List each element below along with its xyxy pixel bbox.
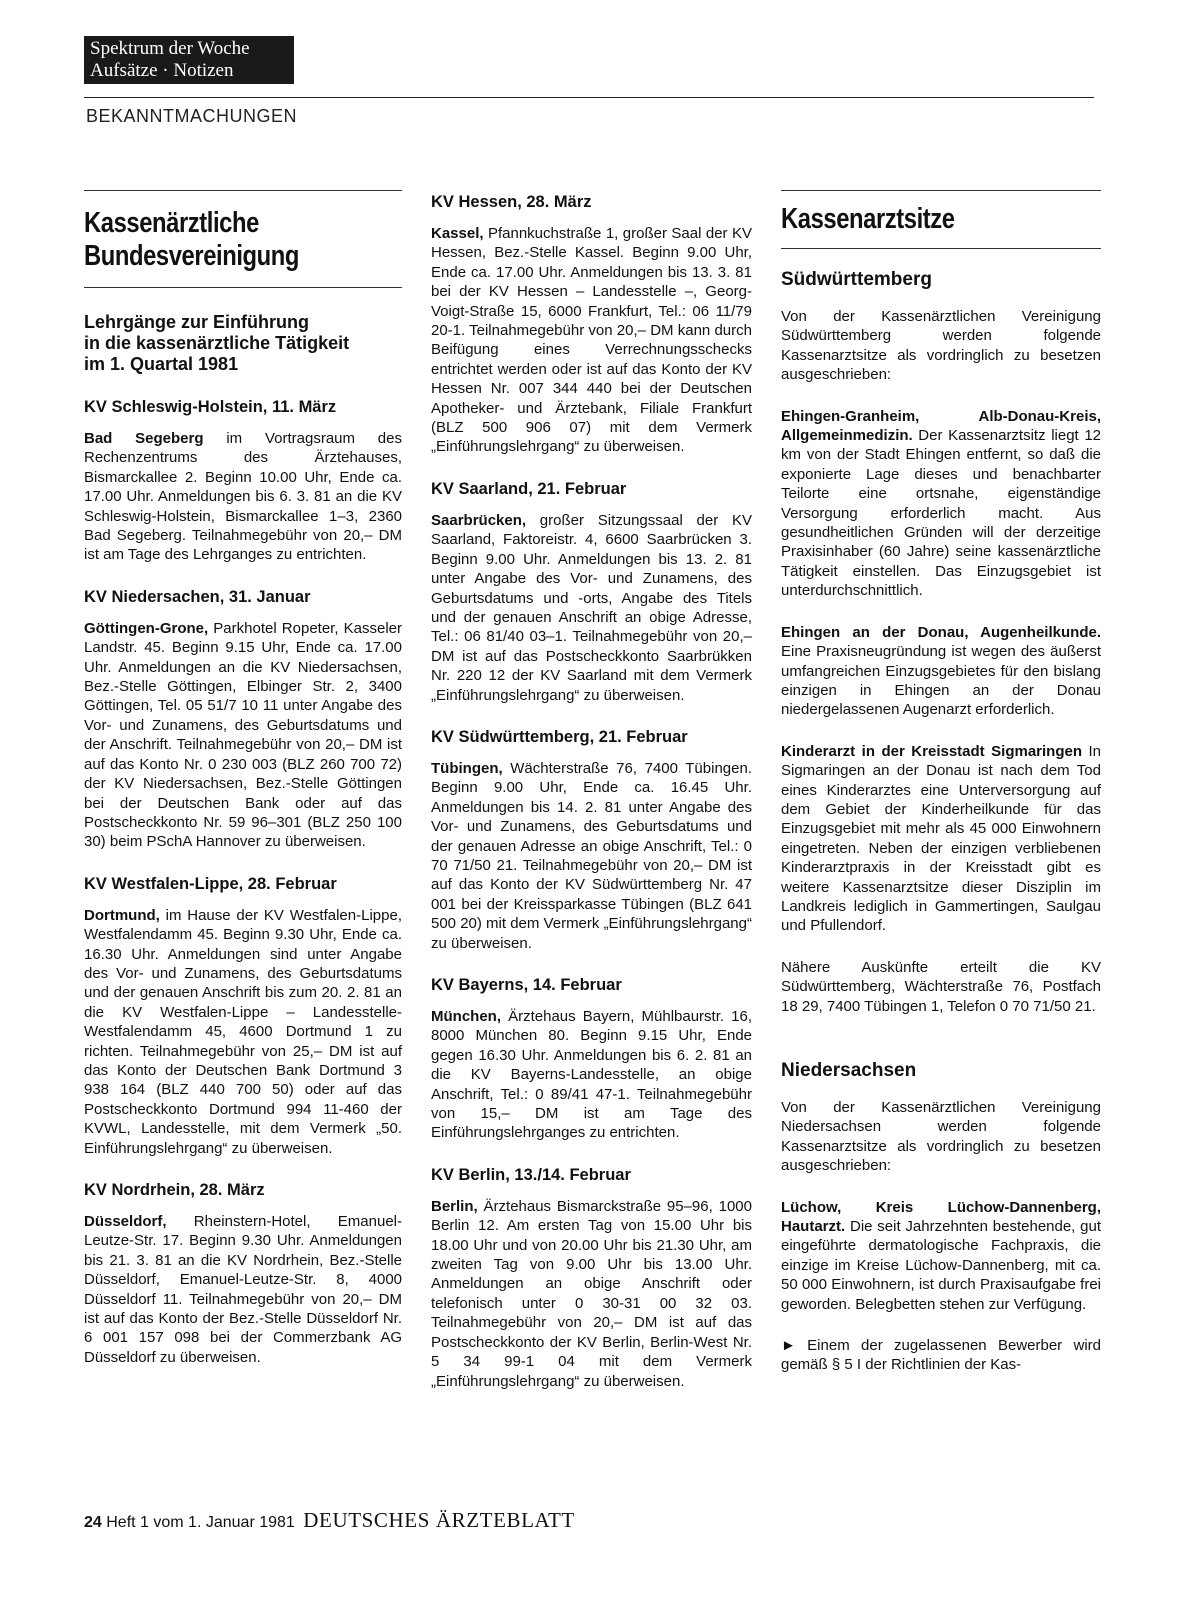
section-saarland: [431, 479, 752, 705]
section-body: Göttingen-Grone, Parkhotel Ropeter, Kasseler Landstr. 45. Beginn 9.15 Uhr, Ende ca. 17.00 Uhr. Anmeldungen an die KV Niedersachsen, Bez.-Stelle Göttingen, Elbinger Str. 2, 3400 Göttingen, Tel. 05 51/7 10 11 unter Angabe des Vor- und Zunamens, des Geburtsdatums und der Anschrift. Teilnahmegebühr von 20,– DM ist auf das Konto Nr. 0 230 003 (BLZ 260 700 72) der KV Niedersachsen, Bez.-Stelle Göttingen bei der Deutschen Bank oder auf das Postscheckkonto Nr. 59 96–301 (BLZ 250 100 30) beim PSchA Hannover zu überweisen.: [84, 619, 402, 851]
rubric-line-1: Spektrum der Woche: [90, 38, 250, 59]
section-westfalen-lippe: [84, 874, 402, 1158]
section-body: Berlin, Ärztehaus Bismarckstraße 95–96, 1000 Berlin 12. Am ersten Tag von 15.00 Uhr bis 18.00 Uhr und von 20.00 Uhr bis 21.30 Uhr, am zweiten Tag von 9.00 Uhr bis 13.00 Uhr. Anmeldungen an obige Anschrift oder telefonisch unter 0 30-31 00 32 03. Teilnahmegebühr von 20,– DM ist auf das Postscheckkonto der KV Berlin, Berlin-West Nr. 5 34 99-1 04 mit dem Vermerk „Einführungslehrgang“ zu überweisen.: [431, 1197, 752, 1390]
section-body: Düsseldorf, Rheinstern-Hotel, Emanuel-Leutze-Str. 17. Beginn 9.30 Uhr. Anmeldungen bis 21. 3. 81 an die KV Nordrhein, Bez.-Stelle Düsseldorf, Emanuel-Leutze-Str. 8, 4000 Düsseldorf 11. Teilnahmegebühr von 20,– DM ist auf das Konto der Bez.-Stelle Düsseldorf Nr. 6 001 157 098 bei der Commerzbank AG Düsseldorf zu überweisen.: [84, 1213, 402, 1366]
section-hessen: [431, 192, 752, 457]
entry-ehingen-donau: Ehingen an der Donau, Augenheilkunde. Eine Praxisneugründung ist wegen des äußerst umfangreichen Einzugsgebietes für den bislang einzigen in Ehingen an der Donau niedergelassenen Augenarzt erforderlich.: [781, 623, 1101, 719]
section-body: Kassel, Pfannkuchstraße 1, großer Saal der KV Hessen, Bez.-Stelle Kassel. Beginn 9.00 Uhr, Ende ca. 17.00 Uhr. Anmeldungen bis 13. 3. 81 bei der KV Hessen – Landesstelle –, Georg-Voigt-Straße 15, 6000 Frankfurt, Tel.: 06 11/79 20-1. Teilnahmegebühr von 20,– DM kann durch Beifügung eines Verrechnungsschecks entrichtet werden oder ist auf das Konto der KV Hessen Nr. 007 344 440 bei der Deutschen Apotheker- und Ärztebank, Filiale Frankfurt (BLZ 500 906 07) mit dem Vermerk „Einführungslehrgang“ zu überweisen.: [431, 225, 752, 456]
section-body: Saarbrücken, großer Sitzungssaal der KV Saarland, Faktoreistr. 4, 6600 Saarbrücken 3. Beginn 9.00 Uhr. Anmeldungen bis 13. 2. 81 unter Angabe des Vor- und Zunamens, des Geburtsdatums und -orts, Angabe des Titels und der genauen Anschrift an obige Adresse, Tel.: 06 81/40 03–1. Teilnahmegebühr von 20,– DM ist auf das Postscheckkonto Saarbrükken Nr. 220 12 der KV Saarland mit dem Vermerk „Einführungslehrgang“ zu überweisen.: [431, 511, 752, 704]
header-rule: [84, 97, 1094, 98]
section-body: Dortmund, im Hause der KV Westfalen-Lippe, Westfalendamm 45. Beginn 9.30 Uhr, Ende ca. 16.30 Uhr. Anmeldungen sind unter Angabe des Vor- und Zunamens, des Geburtsdatums und der genauen Anschrift bis zum 20. 2. 81 an die KV Westfalen-Lippe – Landesstelle-Westfalendamm 45, 4600 Dortmund 1 zu richten. Teilnahmegebühr von 25,– DM ist auf das Konto der Deutschen Bank Dortmund 3 938 164 (BLZ 440 700 50) oder auf das Postscheckkonto Dortmund 994 11-460 der KVWL, Landesstelle, mit dem Vermerk „50. Einführungslehrgang“ zu überweisen.: [84, 906, 402, 1157]
issue-info: Heft 1 vom 1. Januar 1981: [106, 1514, 295, 1531]
section-heading: KV Westfalen-Lippe, 28. Februar: [84, 874, 337, 893]
region-intro: Von der Kassenärztlichen Vereinigung Niedersachsen werden folgende Kassenarztsitze als vordringlich zu besetzen ausgeschrieben:: [781, 1099, 1101, 1175]
section-heading: KV Berlin, 13./14. Februar: [431, 1165, 631, 1184]
section-berlin: [431, 1165, 752, 1391]
section-body: Tübingen, Wächterstraße 76, 7400 Tübingen. Beginn 9.00 Uhr, Ende ca. 16.45 Uhr. Anmeldungen bis 14. 2. 81 unter Angabe des Vor- und Zunamens, des Geburtsdatums und der genauen Adresse an obige Anschrift, Tel.: 0 70 71/50 21. Teilnahmegebühr von 20,– DM ist auf das Konto der KV Südwürttemberg Nr. 47 001 bei der Kreissparkasse Tübingen (BLZ 641 500 20) mit dem Vermerk „Einführungslehrgang“ zu überweisen.: [431, 759, 752, 952]
section-label: BEKANNTMACHUNGEN: [86, 106, 298, 126]
title-line-1: Kassenärztliche: [84, 207, 259, 239]
entry-contact-info: Nähere Auskünfte erteilt die KV Südwürttemberg, Wächterstraße 76, Postfach 18 29, 7400 Tübingen 1, Telefon 0 70 71/50 21.: [781, 958, 1101, 1015]
subtitle-line-3: im 1. Quartal 1981: [84, 354, 239, 374]
section-heading: KV Südwürttemberg, 21. Februar: [431, 727, 688, 746]
section-suedwuerttemberg: [431, 727, 752, 953]
section-heading: KV Schleswig-Holstein, 11. März: [84, 398, 337, 416]
entry-continued: ► Einem der zugelassenen Bewerber wird gemäß § 5 I der Richtlinien der Kas-: [781, 1337, 1101, 1374]
column-3: [781, 190, 1101, 1375]
entry-luechow: Lüchow, Kreis Lüchow-Dannenberg, Hautarzt. Die seit Jahrzehnten bestehende, gut eingeführte dermatologische Fachpraxis, die einzige im Kreise Lüchow-Dannenberg, mit ca. 50 000 Einwohnern, ist durch Praxisaufgabe frei geworden. Belegbetten stehen zur Verfügung.: [781, 1198, 1101, 1313]
page-number: 24: [84, 1514, 102, 1531]
region-niedersachsen: [781, 1060, 1101, 1375]
subtitle-line-2: in die kassenärztliche Tätigkeit: [84, 333, 350, 353]
section-bayern: [431, 975, 752, 1143]
region-suedwuerttemberg: [781, 269, 1101, 1016]
kassenarztsitze-title: Kassenarztsitze: [781, 203, 955, 235]
section-niedersachsen: [84, 587, 402, 852]
region-heading: Südwürttemberg: [781, 269, 932, 290]
section-nordrhein: [84, 1180, 402, 1367]
column-1: [84, 190, 402, 1389]
region-intro: Von der Kassenärztlichen Vereinigung Südwürttemberg werden folgende Kassenarztsitze als vordringlich zu besetzen ausgeschrieben:: [781, 308, 1101, 384]
section-heading: KV Bayerns, 14. Februar: [431, 976, 622, 994]
section-heading: KV Nordrhein, 28. März: [84, 1181, 265, 1199]
masthead: DEUTSCHES ÄRZTEBLATT: [303, 1508, 575, 1532]
column-2: [431, 192, 752, 1413]
section-heading: KV Niedersachen, 31. Januar: [84, 587, 311, 606]
subtitle-line-1: Lehrgänge zur Einführung: [84, 312, 309, 332]
section-heading: KV Saarland, 21. Februar: [431, 479, 627, 498]
rubric-line-2: Aufsätze · Notizen: [90, 60, 234, 81]
title-line-2: Bundesvereinigung: [84, 240, 300, 272]
rubric-box: [84, 36, 294, 84]
section-body: München, Ärztehaus Bayern, Mühlbaurstr. 16, 8000 München 80. Beginn 9.15 Uhr, Ende gegen 16.30 Uhr. Anmeldungen bis 6. 2. 81 an die KV Bayerns-Landesstelle, an obige Anschrift, Tel.: 0 89/41 47-1. Teilnahmegebühr von 15,– DM ist am Tage des Einführungslehrganges zu entrichten.: [431, 1008, 752, 1142]
region-heading: Niedersachsen: [781, 1060, 917, 1081]
page-footer: [84, 1508, 575, 1533]
section-schleswig-holstein: [84, 397, 402, 565]
entry-sigmaringen: Kinderarzt in der Kreisstadt Sigmaringen In Sigmaringen an der Donau ist nach dem Tod eines Kinderarztes eine Unterversorgung auf dem Gebiet der Kinderheilkunde für das Einzugsgebiet mit mehr als 45 000 Einwohnern eingetreten. Neben der einzigen verbliebenen Kinderarztpraxis in der Kreisstadt gibt es weitere Kassenarztsitze dieser Disziplin im Landkreis lediglich in Gammertingen, Saulgau und Pfullendorf.: [781, 742, 1101, 935]
section-heading: KV Hessen, 28. März: [431, 193, 592, 211]
entry-ehingen-granheim: Ehingen-Granheim, Alb-Donau-Kreis, Allgemeinmedizin. Der Kassenarztsitz liegt 12 km von der Stadt Ehingen entfernt, so daß die exponierte Lage dieses und benachbarter Teilorte eine ortsnahe, eigenständige Versorgung erforderlich macht. Aus gesundheitlichen Gründen will der derzeitige Praxisinhaber (60 Jahre) seine kassenärztliche Tätigkeit einstellen. Das Einzugsgebiet ist unterdurchschnittlich.: [781, 407, 1101, 600]
section-body: Bad Segeberg im Vortragsraum des Rechenzentrums des Ärztehauses, Bismarckallee 2. Beginn 10.00 Uhr, Ende ca. 17.00 Uhr. Anmeldungen bis 6. 3. 81 an die KV Schleswig-Holstein, Bismarckallee 1–3, 2360 Bad Segeberg. Teilnahmegebühr von 20,– DM ist am Tage des Lehrganges zu entrichten.: [84, 430, 402, 564]
